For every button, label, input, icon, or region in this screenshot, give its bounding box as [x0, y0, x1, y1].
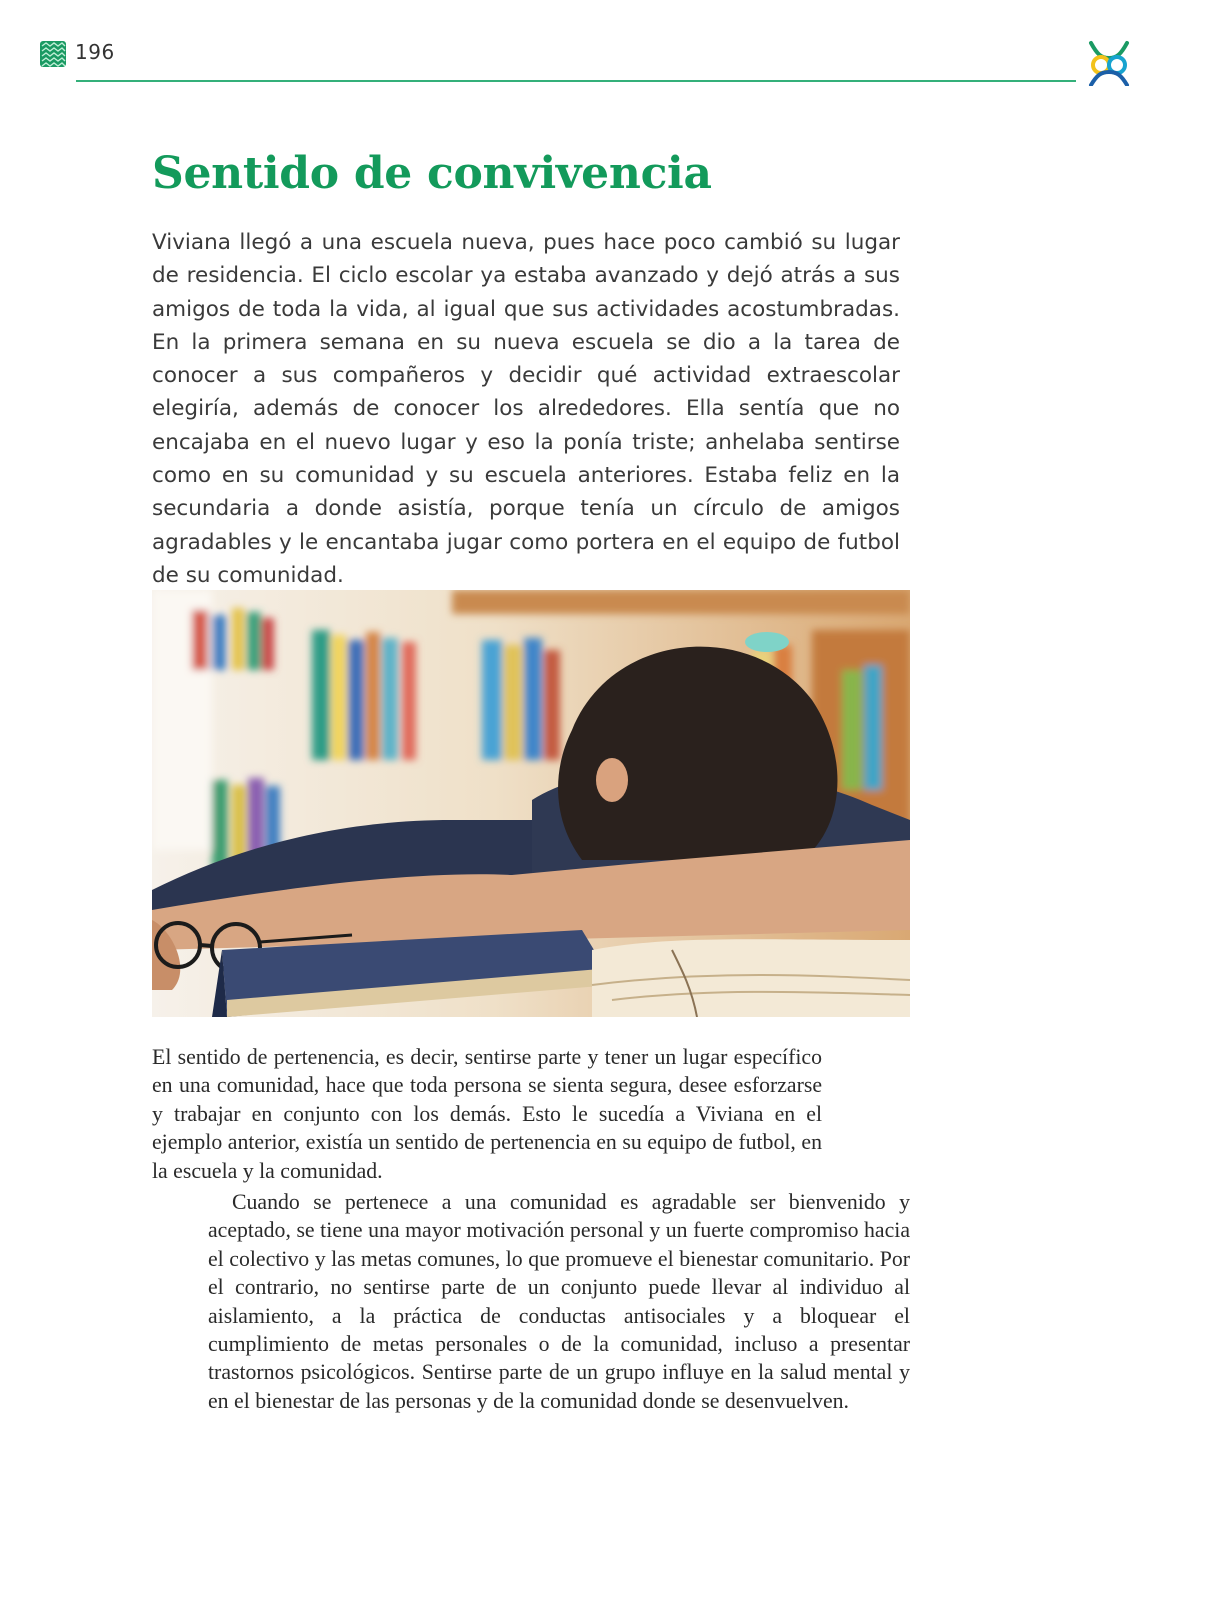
aztec-pattern-icon — [40, 41, 66, 67]
page-header — [0, 0, 1214, 100]
header-divider — [76, 80, 1076, 82]
intro-paragraph: Viviana llegó a una escuela nueva, pues hace poco cambió su lugar de residencia. El ciclo escolar ya estaba avanzado y dejó atrás a sus amigos de toda la vida, al igual que sus actividades acostumbradas. En la primera semana en su nueva escuela se dio a la tarea de conocer a sus compañeros y decidir qué actividad extraescolar elegiría, además de conocer los alrededores. Ella sentía que no encajaba en el nuevo lugar y eso la ponía triste; anhelaba sentirse como en su comunidad y su escuela anteriores. Estaba feliz en la secundaria a donde asistía, porque tenía un círculo de amigos agradables y le encantaba jugar como portera en el equipo de futbol de su comunidad. — [152, 230, 900, 588]
interlinked-figures-logo-icon — [1087, 40, 1131, 86]
page-number: 196 — [75, 40, 115, 64]
belonging-paragraph: El sentido de pertenencia, es decir, sentirse parte y tener un lugar específico en una comunidad, hace que toda persona se sienta segura, desee esforzarse y trabajar en conjunto con los demás. Esto le sucedía a Viviana en el ejemplo anterior, existía un sentido de pertenencia en su equipo de futbol, en la escuela y la comunidad. — [152, 1045, 822, 1183]
section-title: Sentido de convivencia — [152, 148, 712, 199]
community-paragraph: Cuando se pertenece a una comunidad es agradable ser bienvenido y aceptado, se tiene una mayor motivación personal y un fuerte compromiso hacia el colectivo y las metas comunes, lo que promueve el bienestar comunitario. Por el contrario, no sentirse parte de un conjunto puede llevar al individuo al aislamiento, a la práctica de conductas antisociales y a bloquear el cumplimiento de metas personales o de la comunidad, incluso a presentar trastornos psicológicos. Sentirse parte de un grupo influye en la salud mental y en el bienestar de las personas y de la comunidad donde se desenvuelven. — [208, 1190, 910, 1413]
student-sleeping-on-books-photo — [152, 590, 910, 1017]
